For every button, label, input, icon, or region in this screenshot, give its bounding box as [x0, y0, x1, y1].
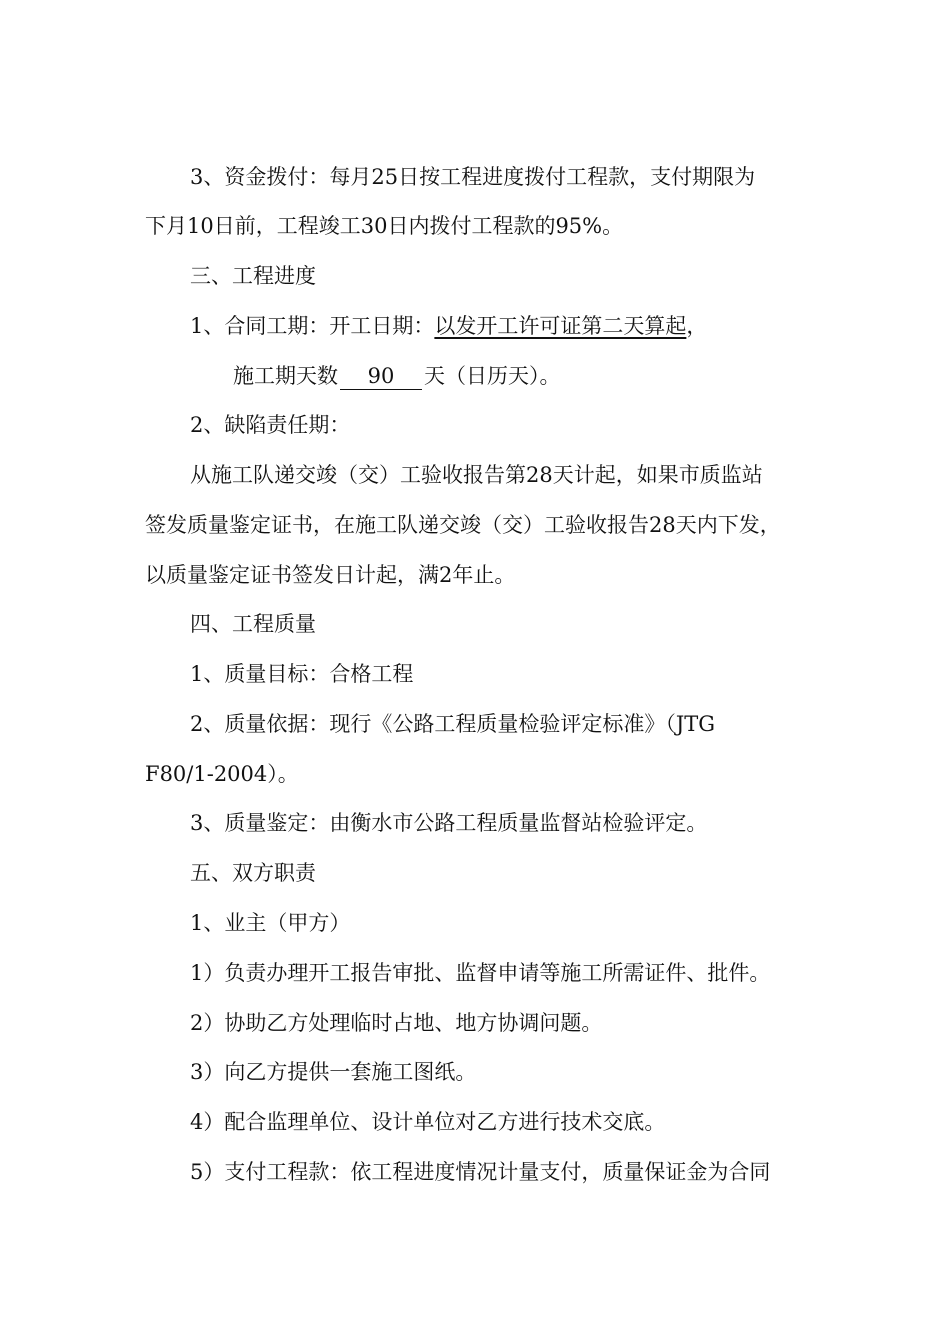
duration-unit: 天（日历天）。	[424, 364, 561, 388]
defect-period-line3: 以质量鉴定证书签发日计起，满2年止。	[145, 563, 516, 587]
contract-period-label: 1、合同工期：开工日期：	[190, 314, 435, 338]
owner-duty-1: 1）负责办理开工报告审批、监督申请等施工所需证件、批件。	[190, 961, 771, 985]
quality-target: 1、质量目标：合格工程	[190, 662, 414, 686]
owner-duty-3: 3）向乙方提供一套施工图纸。	[190, 1060, 477, 1084]
defect-period-heading: 2、缺陷责任期：	[190, 413, 351, 437]
owner-duty-2: 2）协助乙方处理临时占地、地方协调问题。	[190, 1011, 603, 1035]
duration-label: 施工期天数	[233, 364, 338, 388]
defect-period-line1: 从施工队递交竣（交）工验收报告第28天计起，如果市质监站	[190, 463, 763, 487]
quality-appraisal: 3、质量鉴定：由衡水市公路工程质量监督站检验评定。	[190, 811, 708, 835]
owner-duty-4: 4）配合监理单位、设计单位对乙方进行技术交底。	[190, 1110, 666, 1134]
owner-duty-5: 5）支付工程款：依工程进度情况计量支付，质量保证金为合同	[190, 1160, 771, 1184]
section-heading-responsibilities: 五、双方职责	[190, 861, 316, 885]
section-heading-progress: 三、工程进度	[190, 264, 316, 288]
defect-period-line2: 签发质量鉴定证书，在施工队递交竣（交）工验收报告28天内下发，	[145, 513, 781, 537]
section-heading-quality: 四、工程质量	[190, 612, 316, 636]
quality-basis-line2: F80/1-2004）。	[145, 762, 299, 786]
paragraph-payment-line1: 3、资金拨付：每月25日按工程进度拨付工程款，支付期限为	[190, 165, 756, 189]
paragraph-payment-line2: 下月10日前，工程竣工30日内拨付工程款的95%。	[145, 214, 624, 238]
quality-basis-line1: 2、质量依据：现行《公路工程质量检验评定标准》（JTG	[190, 712, 716, 736]
duration-line	[233, 361, 913, 391]
punctuation: ，	[686, 314, 708, 338]
contract-period-line	[190, 311, 870, 341]
owner-heading: 1、业主（甲方）	[190, 911, 351, 935]
start-date-value: 以发开工许可证第二天算起	[434, 314, 687, 338]
duration-days-value: 90	[340, 363, 422, 390]
